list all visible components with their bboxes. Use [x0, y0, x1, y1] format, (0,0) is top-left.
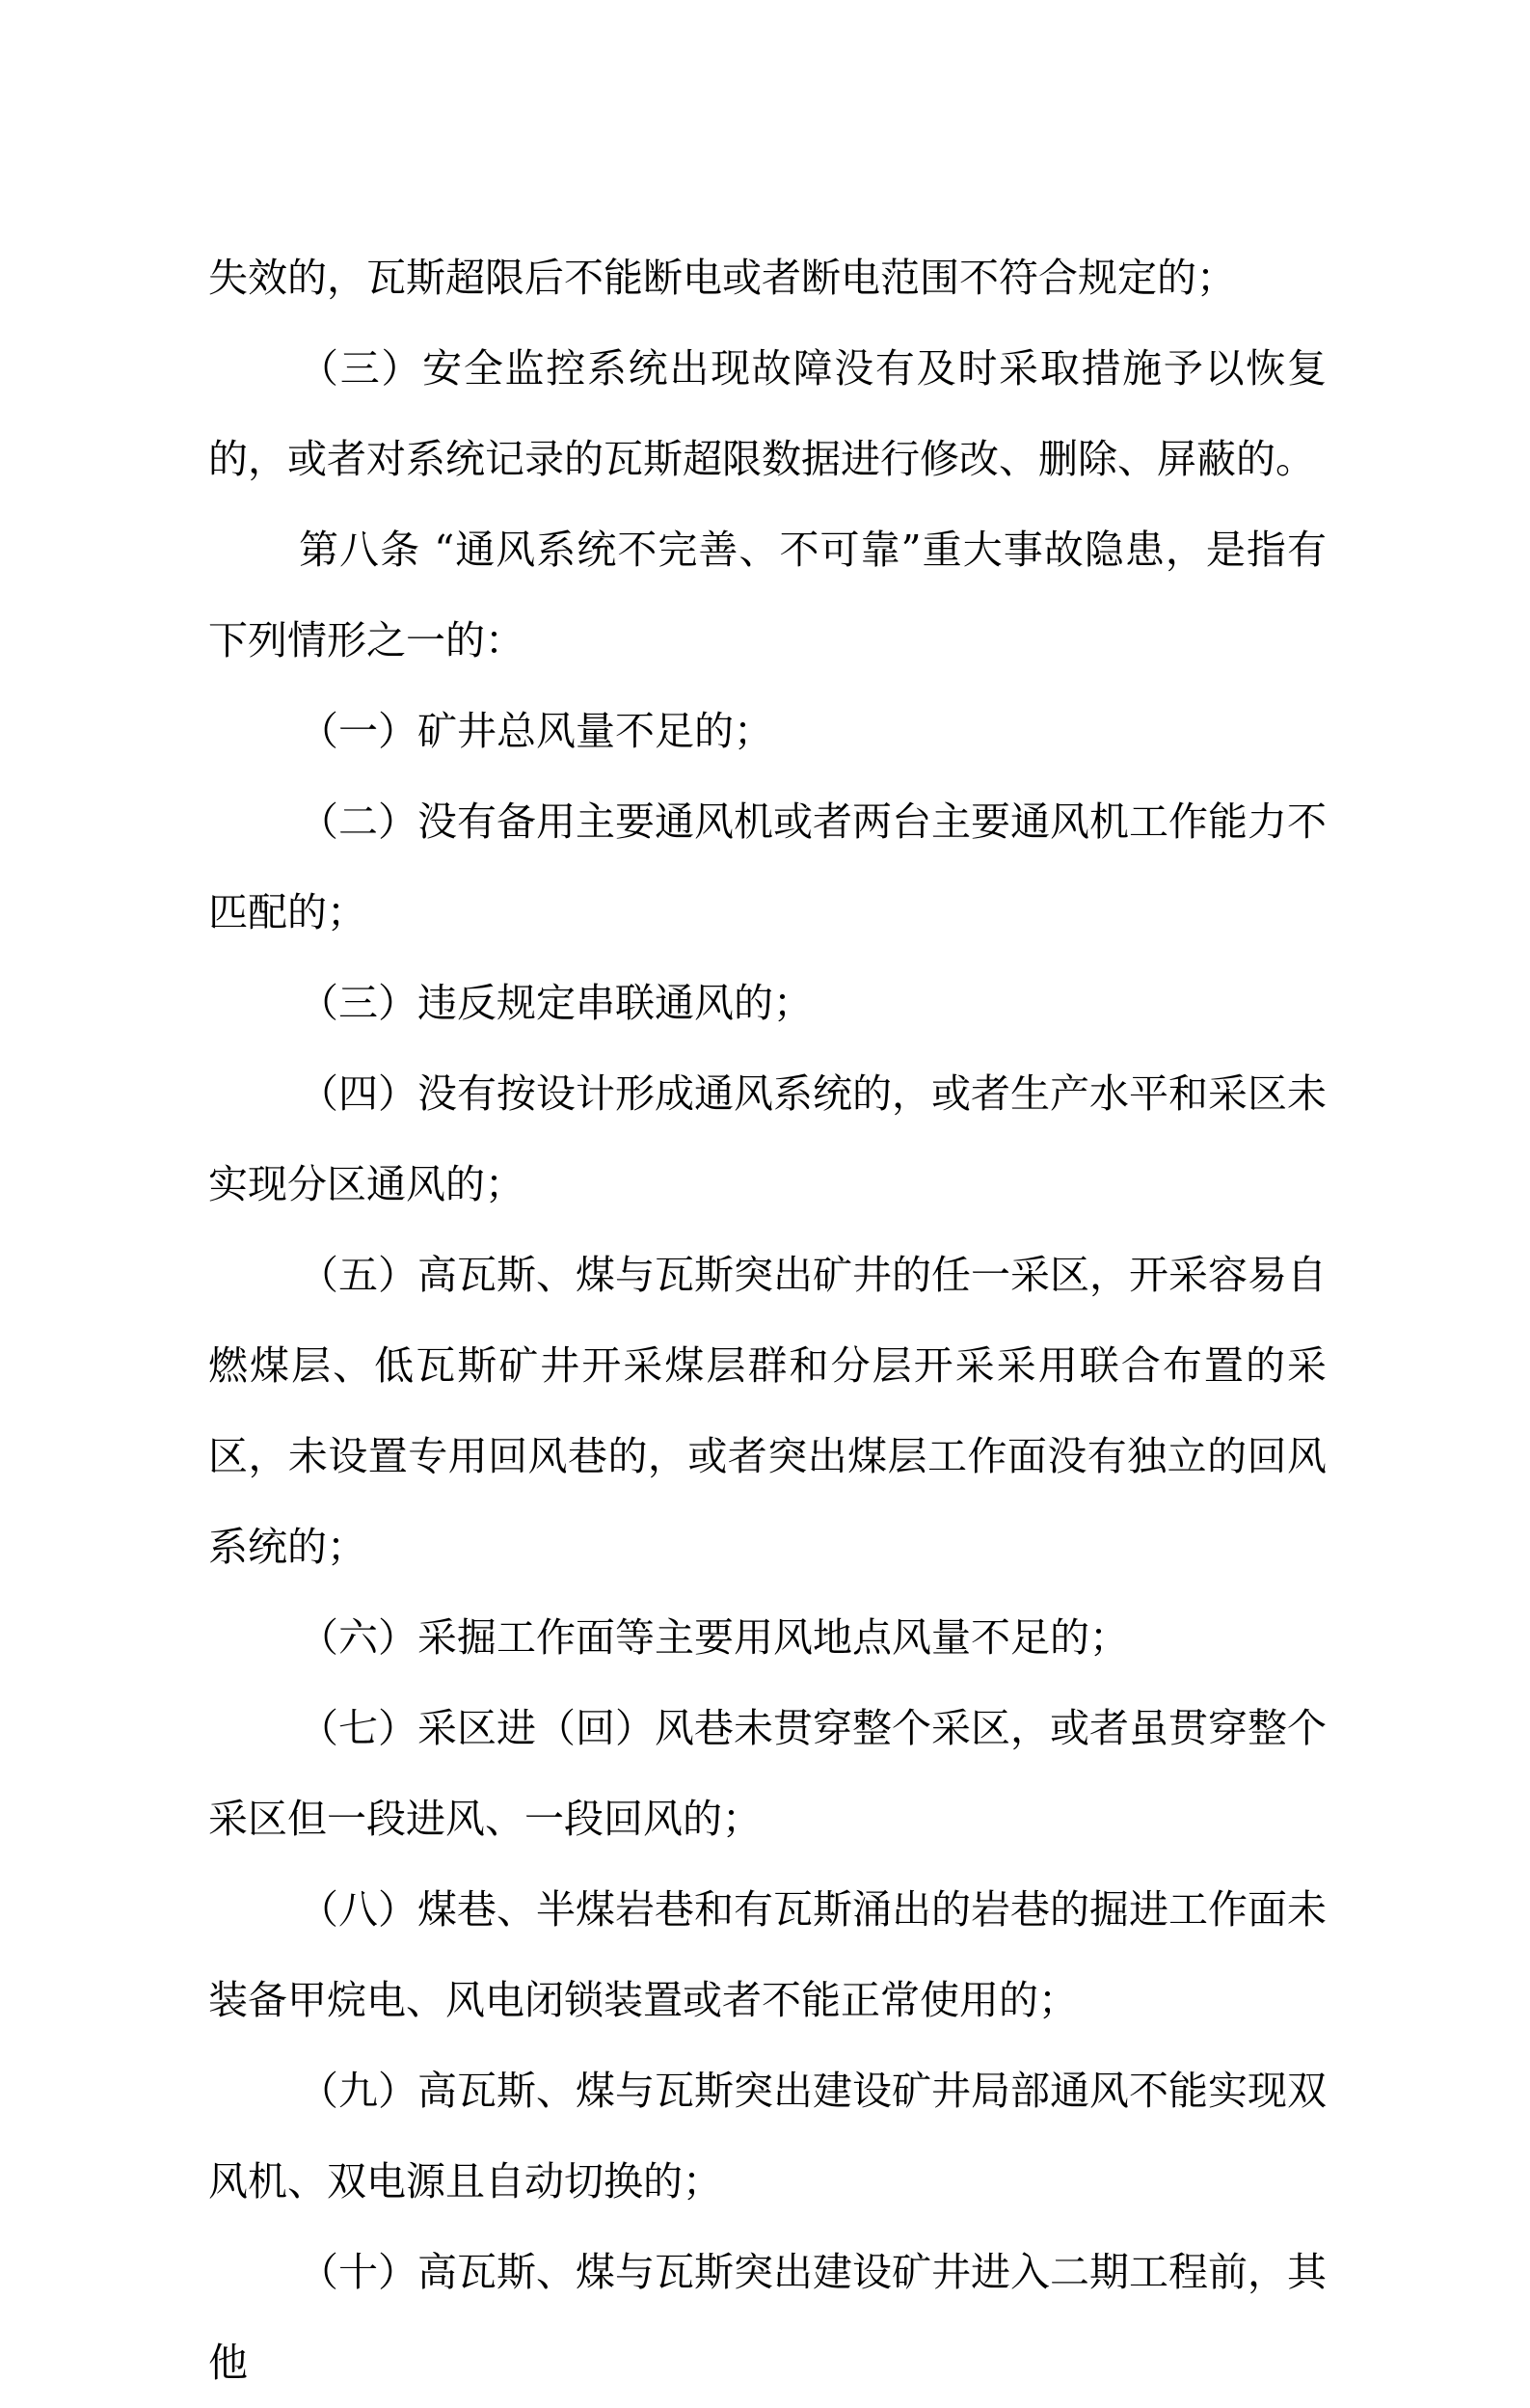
paragraph-item-4: （四）没有按设计形成通风系统的，或者生产水平和采区未实现分区通风的； [208, 1070, 1327, 1207]
paragraph-item-1: （一）矿井总风量不足的； [299, 708, 773, 754]
paragraph-continuation: 失效的，瓦斯超限后不能断电或者断电范围不符合规定的； [208, 255, 1236, 301]
document-body [208, 232, 1327, 2408]
paragraph-item-5: （五）高瓦斯、煤与瓦斯突出矿井的任一采区，开采容易自燃煤层、低瓦斯矿井开采煤层群和分层开采采用联合布置的采区，未设置专用回风巷的，或者突出煤层工作面没有独立的回风系统的； [208, 1252, 1327, 1570]
paragraph-article-8: 第八条 “通风系统不完善、不可靠”重大事故隐患，是指有下列情形之一的： [208, 527, 1327, 663]
paragraph-item-7: （七）采区进（回）风巷未贯穿整个采区，或者虽贯穿整个采区但一段进风、一段回风的； [208, 1705, 1327, 1842]
paragraph-item-3b: （三）违反规定串联通风的； [299, 980, 813, 1026]
paragraph-item-8: （八）煤巷、半煤岩巷和有瓦斯涌出的岩巷的掘进工作面未装备甲烷电、风电闭锁装置或者不能正常使用的； [208, 1886, 1327, 2023]
paragraph-item-2: （二）没有备用主要通风机或者两台主要通风机工作能力不匹配的； [208, 798, 1327, 935]
paragraph-item-6: （六）采掘工作面等主要用风地点风量不足的； [299, 1614, 1129, 1661]
paragraph-item-10: （十）高瓦斯、煤与瓦斯突出建设矿井进入二期工程前，其他 [208, 2249, 1327, 2386]
paragraph-item-3: （三）安全监控系统出现故障没有及时采取措施予以恢复的，或者对系统记录的瓦斯超限数据进行修改、删除、屏蔽的。 [208, 345, 1327, 482]
paragraph-item-9: （九）高瓦斯、煤与瓦斯突出建设矿井局部通风不能实现双风机、双电源且自动切换的； [208, 2068, 1327, 2205]
